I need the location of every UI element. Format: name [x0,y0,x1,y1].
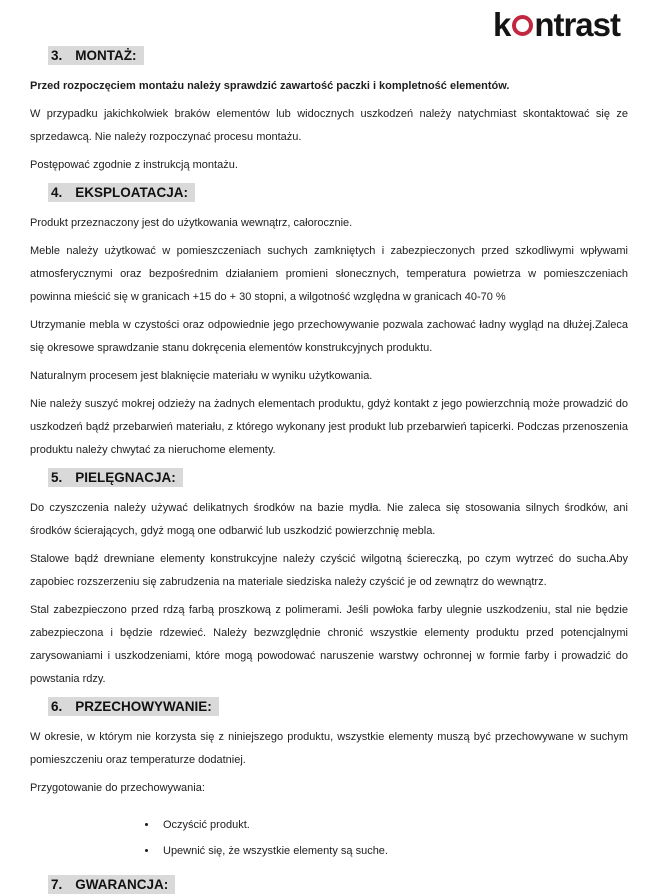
paragraph: Utrzymanie mebla w czystości oraz odpowiednie jego przechowywanie pozwala zachować ładny wygląd na dłużej.Zaleca się okresowe sprawdzanie stanu dokręcenia elementów konstrukcyjnych produktu. [30,319,628,354]
section-title: MONTAŻ: [75,48,137,63]
bullet-item: • Oczyścić produkt. [158,814,628,837]
section-title: PRZECHOWYWANIE: [75,699,212,714]
section-przechowywanie [30,697,628,863]
section-heading-pielegnacja [48,468,628,487]
paragraph: W okresie, w którym nie korzysta się z niniejszego produktu, wszystkie elementy muszą być przechowywane w suchym pomieszczeniu oraz temperaturze dodatniej. [30,731,628,766]
brand-logo [493,6,620,44]
paragraph: Do czyszczenia należy używać delikatnych środków na bazie mydła. Nie zaleca się stosowania silnych środków, ani środków ścierających, gdyż mogą one odbarwić lub uszkodzić powierzchnię mebla. [30,502,628,537]
section-number: 4. [51,185,63,200]
bullet-item: • Upewnić się, że wszystkie elementy są suche. [158,840,628,863]
section-title: PIELĘGNACJA: [75,470,176,485]
section-gwarancja [30,875,628,894]
logo-text-k: k [492,6,511,43]
section-number: 6. [51,699,63,714]
paragraph: Stalowe bądź drewniane elementy konstrukcyjne należy czyścić wilgotną ściereczką, po czym wytrzeć do sucha.Aby zapobiec rozszerzeniu się zabrudzenia na materiale siedziska należy czyścić je od zewnątrz do wewnątrz. [30,553,628,588]
paragraph: Stal zabezpieczono przed rdzą farbą proszkową z polimerami. Jeśli powłoka farby ulegnie uszkodzeniu, stal nie będzie zabezpieczona i będzie rdzewieć. Należy bezwzględnie chronić wszystkie elementy produktu przed potencjalnymi zarysowaniami i uszkodzeniami, które mogą powodować naruszenie warstwy ochronnej w formie farby i prowadzić do powstania rdzy. [30,604,628,685]
logo-text-ntrast: ntrast [534,6,620,43]
paragraph: Przed rozpoczęciem montażu należy sprawdzić zawartość paczki i kompletność elementów. [30,80,510,92]
section-heading-eksploatacja [48,183,628,202]
paragraph: Postępować zgodnie z instrukcją montażu. [30,159,238,171]
section-heading-gwarancja [48,875,628,894]
paragraph: Meble należy użytkować w pomieszczeniach suchych zamkniętych i zabezpieczonych przed szkodliwymi wpływami atmosferycznymi oraz bezpośrednim działaniem promieni słonecznych, temperatura powietrza w pomieszczeniach powinna mieścić się w granicach +15 do + 30 stopni, a wilgotność względna w granicach 40-70 % [30,245,628,303]
paragraph: Naturalnym procesem jest blaknięcie materiału w wyniku użytkowania. [30,370,373,382]
paragraph: Nie należy suszyć mokrej odzieży na żadnych elementach produktu, gdyż kontakt z jego powierzchnią może prowadzić do uszkodzeń bądź przebarwień materiału, z którego wykonany jest produkt lub przebarwień tapicerki. Podczas przenoszenia produktu należy chwytać za nieruchome elementy. [30,398,628,456]
section-montaz [30,46,628,177]
section-title: GWARANCJA: [75,877,169,892]
logo-o-ring-icon [512,15,533,36]
paragraph: Przygotowanie do przechowywania: [30,782,205,794]
section-number: 3. [51,48,63,63]
storage-checklist [30,814,628,863]
section-number: 5. [51,470,63,485]
section-pielegnacja [30,468,628,691]
section-eksploatacja [30,183,628,462]
section-title: EKSPLOATACJA: [75,185,189,200]
section-number: 7. [51,877,63,892]
section-heading-montaz [48,46,628,65]
paragraph: Produkt przeznaczony jest do użytkowania wewnątrz, całorocznie. [30,217,353,229]
paragraph: W przypadku jakichkolwiek braków elementów lub widocznych uszkodzeń należy natychmiast skontaktować się ze sprzedawcą. Nie należy rozpoczynać procesu montażu. [30,108,628,143]
section-heading-przechowywanie [48,697,628,716]
